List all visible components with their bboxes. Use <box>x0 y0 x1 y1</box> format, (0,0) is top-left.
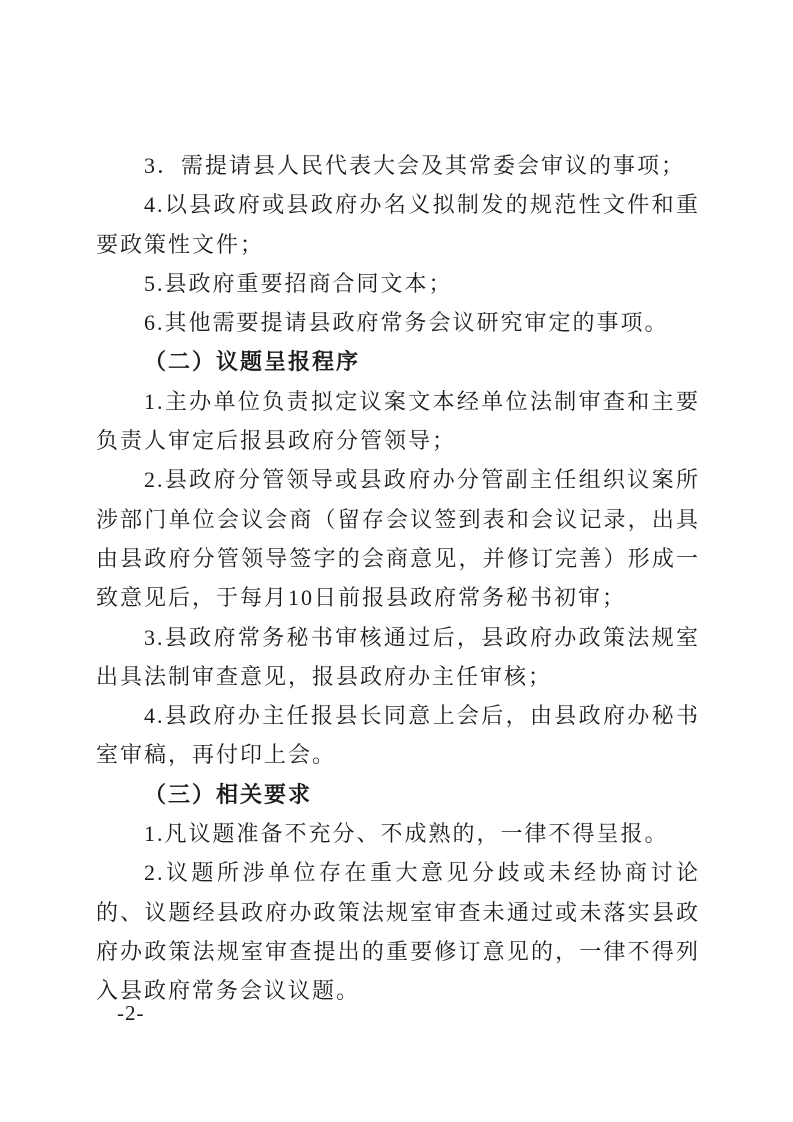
procedure-item-1: 1.主办单位负责拟定议案文本经单位法制审查和主要负责人审定后报县政府分管领导； <box>96 388 700 454</box>
page-number: -2- <box>117 1001 145 1025</box>
procedure-item-2: 2.县政府分管领导或县政府办分管副主任组织议案所涉部门单位会议会商（留存会议签到表和会议记录，出具由县政府分管领导签字的会商意见，并修订完善）形成一致意见后，于每月10日前报县政府常务秘书初审； <box>96 467 700 611</box>
section-heading-3: （三）相关要求 <box>144 781 313 807</box>
requirement-item-1: 1.凡议题准备不充分、不成熟的，一律不得呈报。 <box>144 821 669 847</box>
procedure-item-3: 3.县政府常务秘书审核通过后，县政府办政策法规室出具法制审查意见，报县政府办主任审核； <box>96 624 700 689</box>
numbered-item-4: 4.以县政府或县政府办名义拟制发的规范性文件和重要政策性文件； <box>96 192 700 257</box>
numbered-item-6: 6.其他需要提请县政府常务会议研究审定的事项。 <box>144 310 669 336</box>
section-heading-2: （二）议题呈报程序 <box>144 349 361 375</box>
requirement-item-2: 2.议题所涉单位存在重大意见分歧或未经协商讨论的、议题经县政府办政策法规室审查未通过或未落实县政府办政策法规室审查提出的重要修订意见的，一律不得列入县政府常务会议议题。 <box>96 860 700 1004</box>
numbered-item-3: 3．需提请县人民代表大会及其常委会审议的事项； <box>144 153 686 178</box>
document-body <box>96 146 700 1011</box>
numbered-item-5: 5.县政府重要招商合同文本； <box>144 270 453 296</box>
procedure-item-4: 4.县政府办主任报县长同意上会后，由县政府办秘书室审稿，再付印上会。 <box>96 703 700 768</box>
